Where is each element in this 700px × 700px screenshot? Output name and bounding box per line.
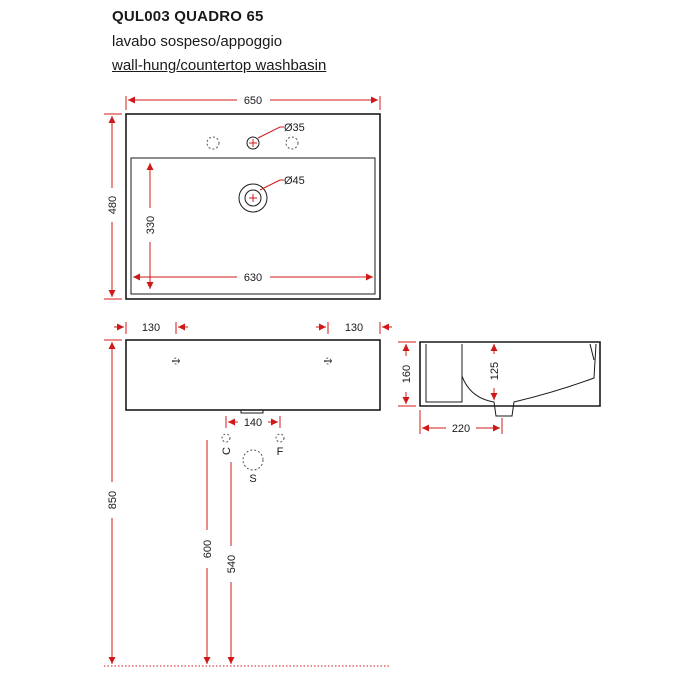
waste-outlet-icon xyxy=(243,450,263,470)
dim-pipe-spacing-label: 140 xyxy=(243,417,263,429)
dim-height-supply-label: 600 xyxy=(202,539,214,559)
drain-diameter-label: Ø45 xyxy=(284,175,305,187)
product-title: QUL003 QUADRO 65 xyxy=(112,8,264,25)
hot-supply-label: F xyxy=(276,446,284,458)
basin-outline-side xyxy=(420,342,600,406)
side-view xyxy=(398,342,600,435)
dim-width-label: 650 xyxy=(243,95,263,107)
cold-supply-icon xyxy=(222,434,230,442)
subtitle-italian: lavabo sospeso/appoggio xyxy=(112,33,283,50)
front-view xyxy=(104,322,392,666)
dim-bowl-depth-label: 330 xyxy=(145,215,157,235)
drain-stub-front xyxy=(241,410,263,413)
dim-side-height-label: 160 xyxy=(401,364,413,384)
dim-height-waste-label: 540 xyxy=(226,554,238,574)
hot-supply-icon xyxy=(276,434,284,442)
dim-bowl-height-label: 125 xyxy=(489,361,501,381)
waste-outlet-label: S xyxy=(249,473,257,485)
dim-side-depth-label: 220 xyxy=(451,423,471,435)
tap-hole-diameter-label: Ø35 xyxy=(284,122,305,134)
side-back-wall xyxy=(426,344,462,402)
dim-right-offset-label: 130 xyxy=(344,322,364,334)
cold-supply-label: C xyxy=(221,447,233,455)
dim-left-offset-label: 130 xyxy=(141,322,161,334)
dim-height-total-label: 850 xyxy=(107,490,119,510)
dim-depth-label: 480 xyxy=(107,195,119,215)
top-view xyxy=(104,95,380,299)
tap-hole-left-icon xyxy=(207,137,219,149)
tap-hole-right-icon xyxy=(286,137,298,149)
subtitle-english: wall-hung/countertop washbasin xyxy=(112,57,327,74)
dim-bowl-width-label: 630 xyxy=(243,272,263,284)
basin-outline-front xyxy=(126,340,380,410)
